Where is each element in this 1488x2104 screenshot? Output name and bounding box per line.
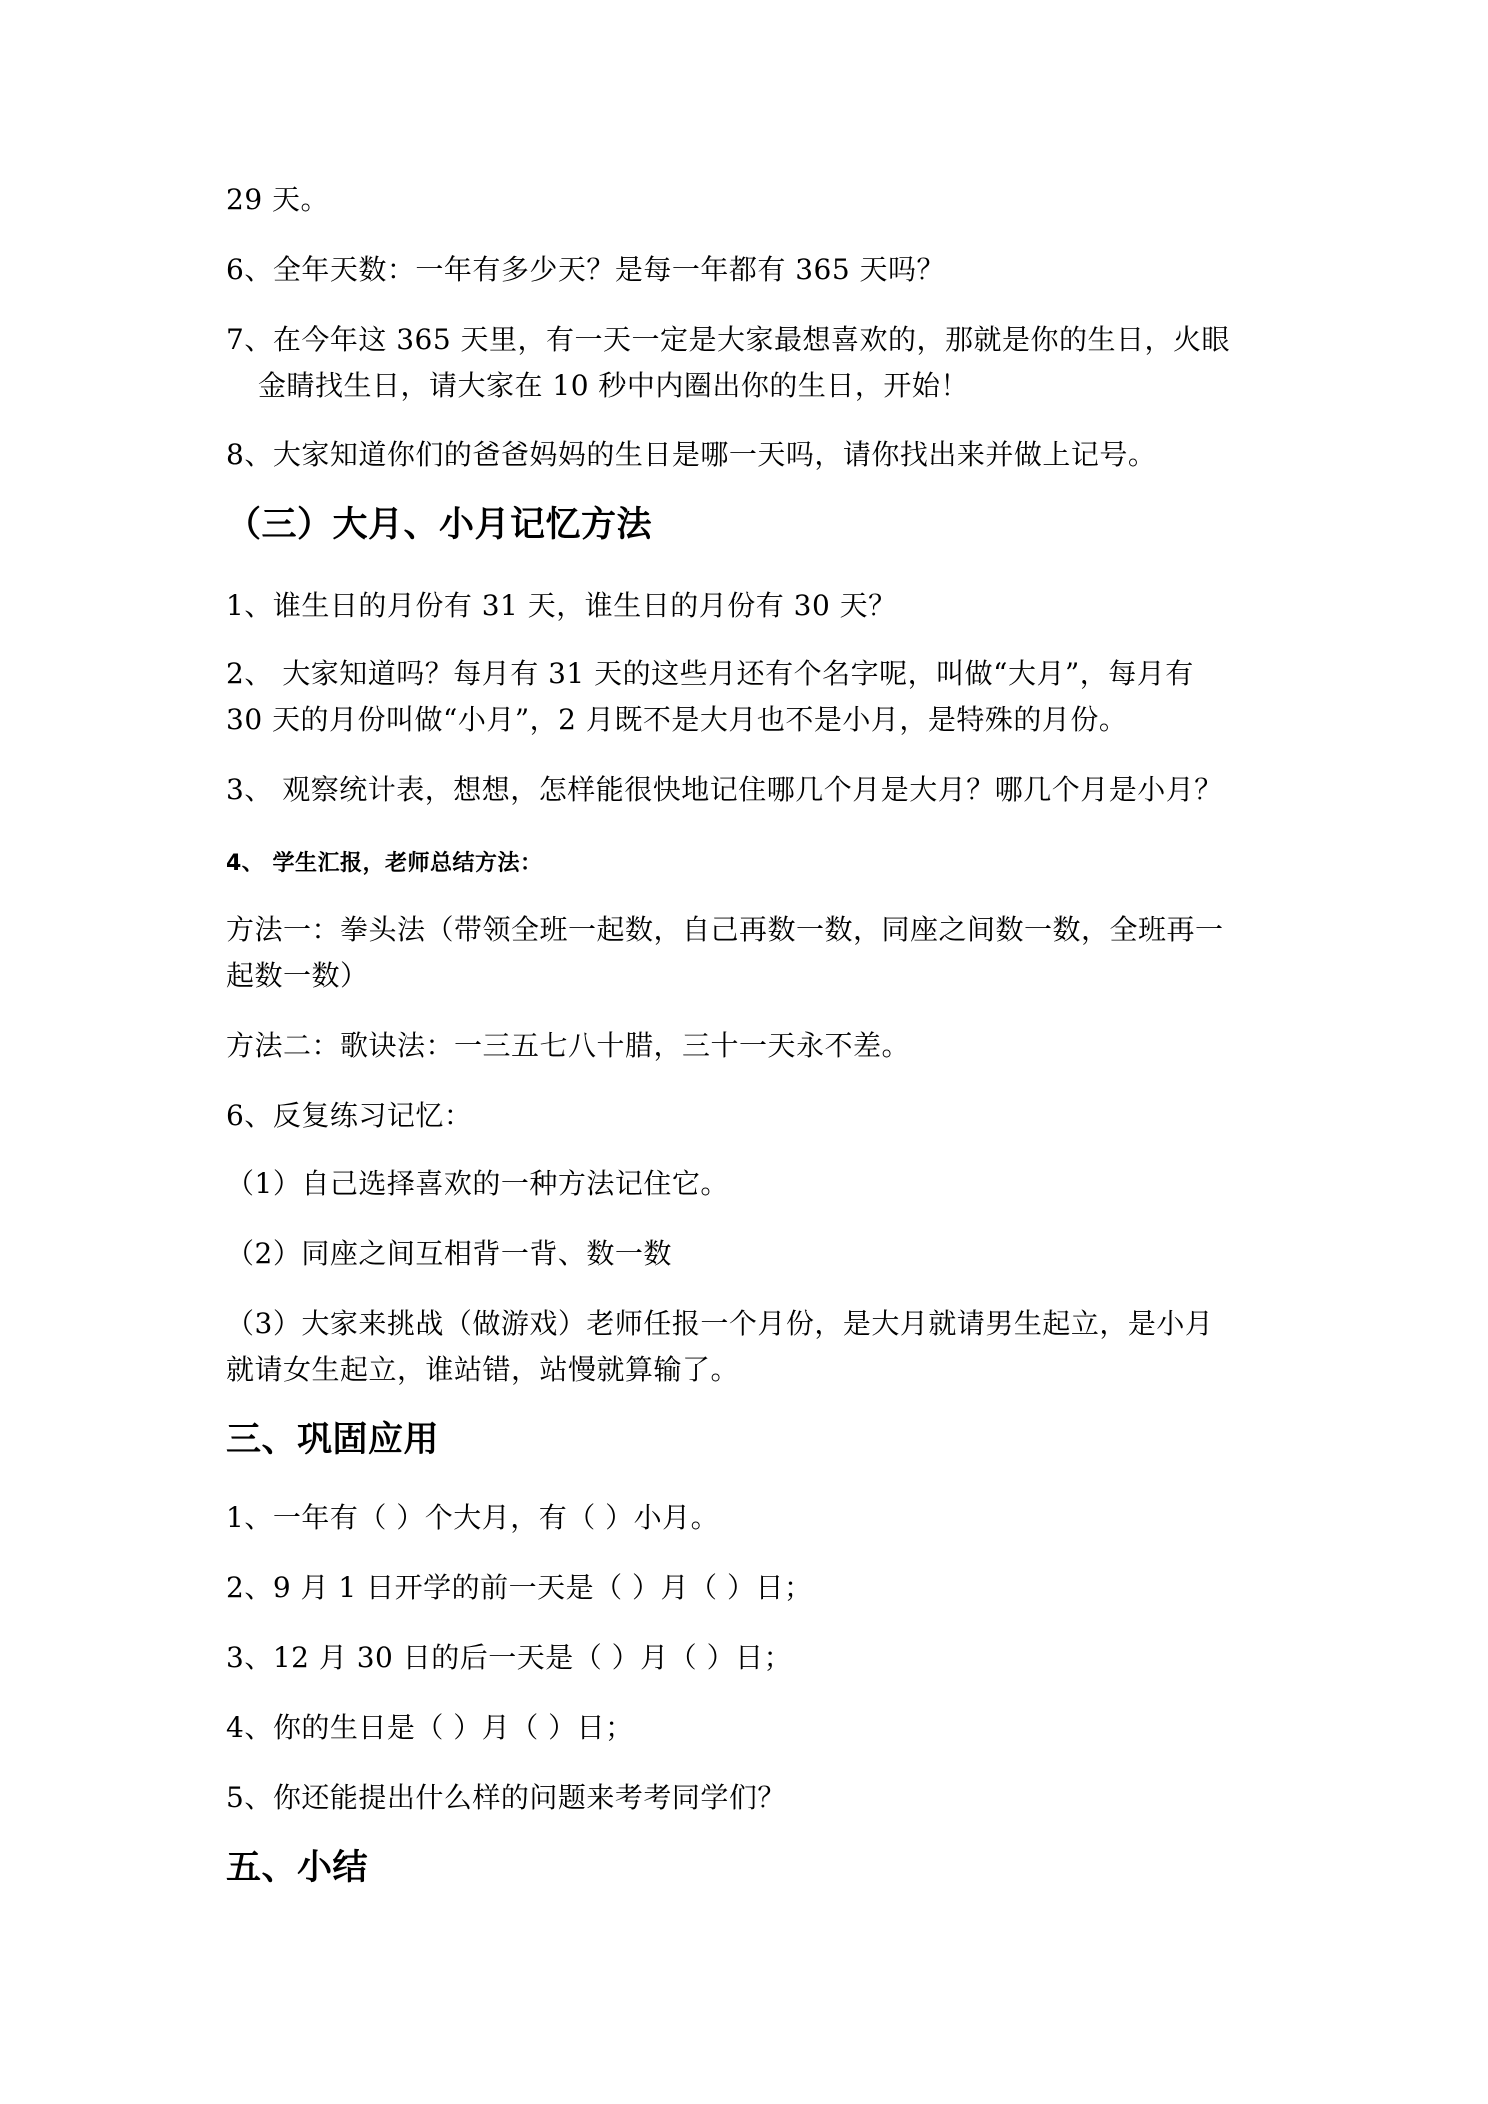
item-6-practice: 6、反复练习记忆： bbox=[226, 1099, 473, 1132]
section-heading-consolidation: 三、巩固应用 bbox=[226, 1420, 440, 1460]
item-7-birthday-line1: 7、在今年这 365 天里，有一天一定是大家最想喜欢的，那就是你的生日，火眼 bbox=[226, 323, 1231, 356]
exercise-4: 4、你的生日是（ ）月（ ）日； bbox=[226, 1711, 634, 1744]
item-8-parents-birthday: 8、大家知道你们的爸爸妈妈的生日是哪一天吗，请你找出来并做上记号。 bbox=[226, 438, 1157, 471]
practice-2: （2）同座之间互相背一背、数一数 bbox=[226, 1237, 672, 1270]
method-1-line2: 起数一数） bbox=[226, 959, 369, 992]
question-2-line2: 30 天的月份叫做“小月”，2 月既不是大月也不是小月，是特殊的月份。 bbox=[226, 703, 1128, 736]
exercise-3: 3、12 月 30 日的后一天是（ ）月（ ）日； bbox=[226, 1641, 793, 1674]
practice-1: （1）自己选择喜欢的一种方法记住它。 bbox=[226, 1167, 729, 1200]
method-1-line1: 方法一：拳头法（带领全班一起数，自己再数一数，同座之间数一数，全班再一 bbox=[226, 913, 1224, 946]
exercise-2: 2、9 月 1 日开学的前一天是（ ）月（ ）日； bbox=[226, 1571, 813, 1604]
question-4-report: 4、 学生汇报，老师总结方法： bbox=[226, 851, 543, 876]
section-heading-memory-methods: （三）大月、小月记忆方法 bbox=[226, 505, 653, 545]
method-2: 方法二：歌诀法：一三五七八十腊，三十一天永不差。 bbox=[226, 1029, 911, 1062]
section-heading-summary: 五、小结 bbox=[226, 1848, 369, 1888]
text-line-continuation: 29 天。 bbox=[226, 183, 330, 216]
practice-3-line1: （3）大家来挑战（做游戏）老师任报一个月份，是大月就请男生起立，是小月 bbox=[226, 1307, 1214, 1340]
question-1: 1、谁生日的月份有 31 天，谁生日的月份有 30 天？ bbox=[226, 589, 897, 622]
question-3: 3、 观察统计表，想想，怎样能很快地记住哪几个月是大月？哪几个月是小月？ bbox=[226, 773, 1223, 806]
item-6-days-in-year: 6、全年天数：一年有多少天？是每一年都有 365 天吗？ bbox=[226, 253, 946, 286]
exercise-5: 5、你还能提出什么样的问题来考考同学们？ bbox=[226, 1781, 786, 1814]
exercise-1: 1、一年有（ ）个大月，有（ ）小月。 bbox=[226, 1501, 720, 1534]
question-2-line1: 2、 大家知道吗？每月有 31 天的这些月还有个名字呢，叫做“大月”，每月有 bbox=[226, 657, 1194, 690]
item-7-birthday-line2: 金睛找生日，请大家在 10 秒中内圈出你的生日，开始！ bbox=[258, 369, 969, 402]
practice-3-line2: 就请女生起立，谁站错，站慢就算输了。 bbox=[226, 1353, 740, 1386]
